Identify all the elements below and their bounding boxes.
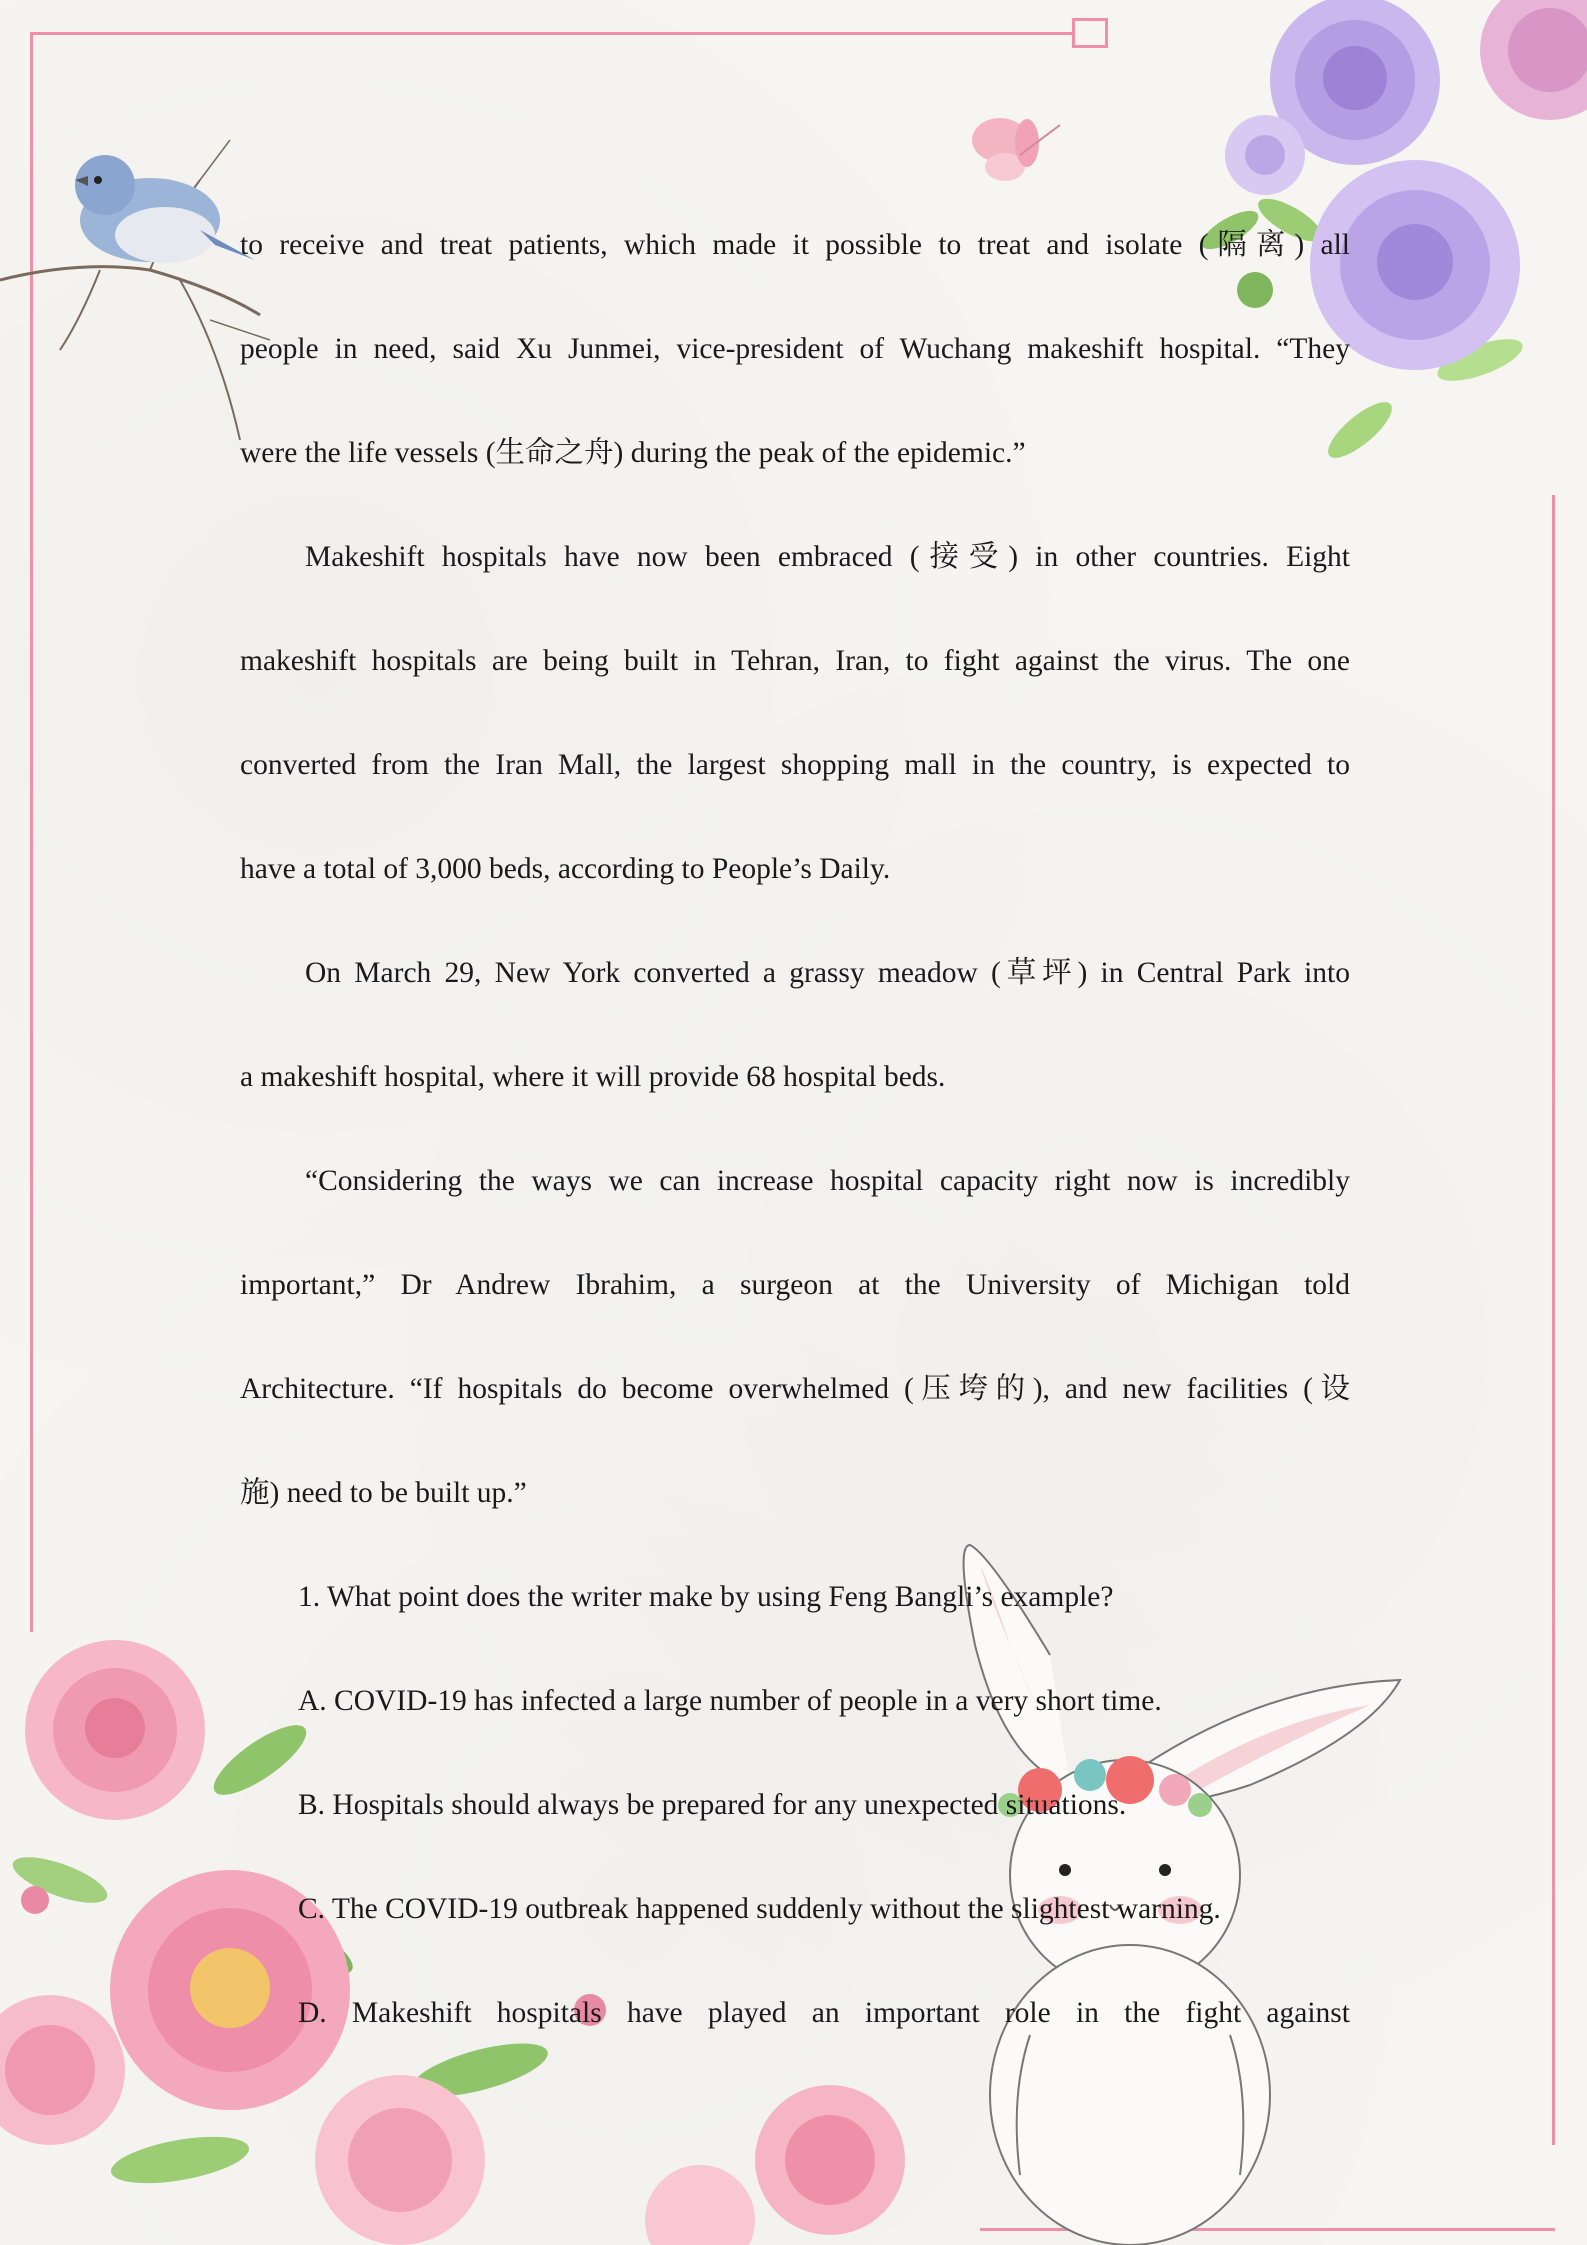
- text-line: converted from the Iran Mall, the largest shopping mall in the country, is expected to: [240, 749, 1350, 781]
- text-line: a makeshift hospital, where it will provide 68 hospital beds.: [240, 1061, 946, 1093]
- option-c: C. The COVID-19 outbreak happened suddenly without the slightest warning.: [298, 1893, 1221, 1925]
- text-line: people in need, said Xu Junmei, vice-president of Wuchang makeshift hospital. “They: [240, 333, 1350, 365]
- frame-corner-square: [1072, 18, 1108, 48]
- text-line: 施) need to be built up.”: [240, 1477, 527, 1509]
- text-line: to receive and treat patients, which made it possible to treat and isolate (隔离) all: [240, 229, 1350, 261]
- option-a: A. COVID-19 has infected a large number of people in a very short time.: [298, 1685, 1162, 1717]
- text-line: makeshift hospitals are being built in Tehran, Iran, to fight against the virus. The one: [240, 645, 1350, 677]
- document-body: [240, 205, 1350, 2077]
- text-line: Architecture. “If hospitals do become overwhelmed (压垮的), and new facilities (设: [240, 1373, 1350, 1405]
- question-text: 1. What point does the writer make by using Feng Bangli’s example?: [298, 1581, 1114, 1613]
- text-line: important,” Dr Andrew Ibrahim, a surgeon at the University of Michigan told: [240, 1269, 1350, 1301]
- butterfly-decoration: [965, 105, 1075, 195]
- text-line: “Considering the ways we can increase hospital capacity right now is incredibly: [305, 1165, 1350, 1197]
- option-d: D. Makeshift hospitals have played an important role in the fight against: [298, 1997, 1350, 2029]
- frame-top-line: [30, 32, 1072, 35]
- text-line: Makeshift hospitals have now been embraced (接受) in other countries. Eight: [305, 541, 1350, 573]
- text-line: were the life vessels (生命之舟) during the peak of the epidemic.”: [240, 437, 1026, 469]
- text-line: have a total of 3,000 beds, according to People’s Daily.: [240, 853, 891, 885]
- text-line: On March 29, New York converted a grassy meadow (草坪) in Central Park into: [305, 957, 1350, 989]
- frame-right-line: [1552, 495, 1555, 2145]
- option-b: B. Hospitals should always be prepared for any unexpected situations.: [298, 1789, 1127, 1821]
